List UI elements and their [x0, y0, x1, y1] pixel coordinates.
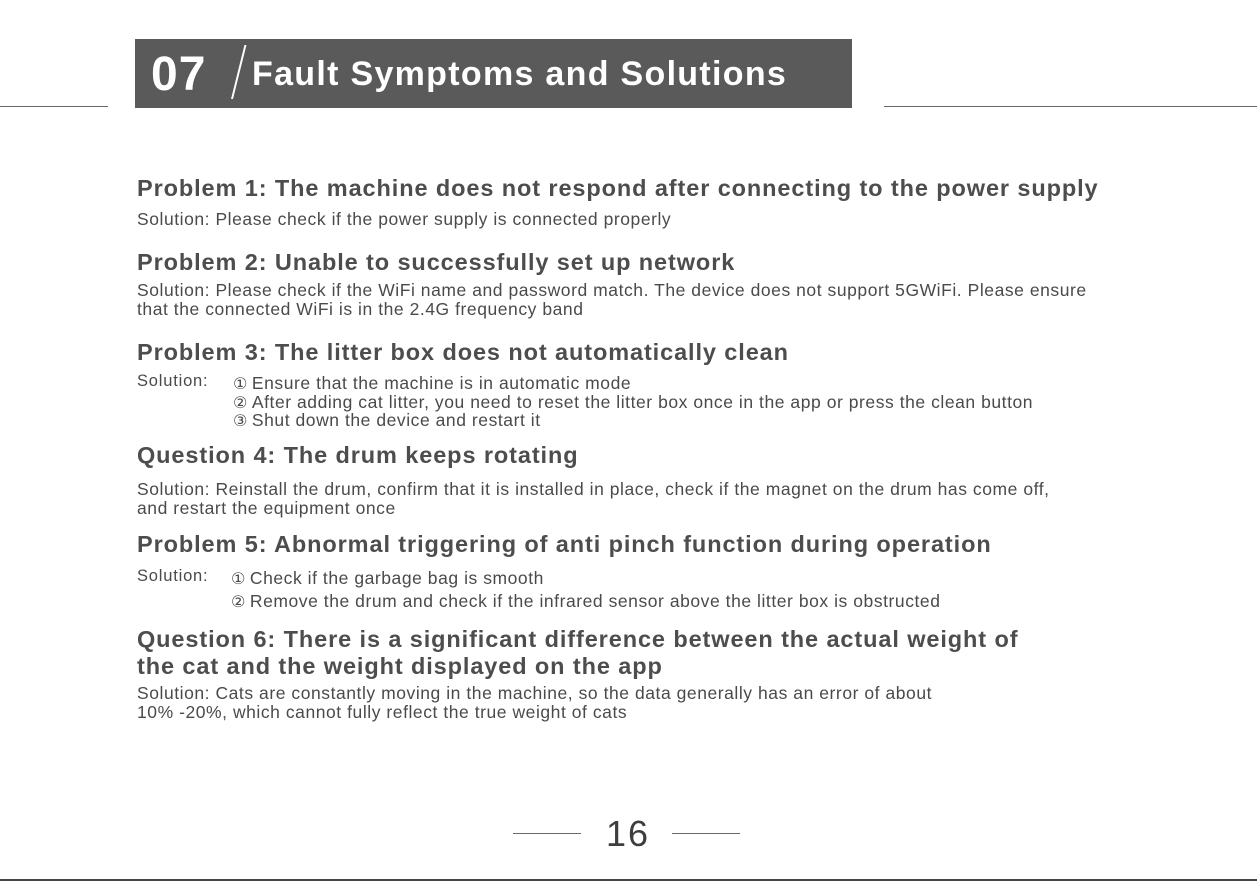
step-marker: ①	[233, 376, 248, 393]
step-text: Ensure that the machine is in automatic mode	[251, 373, 632, 393]
question-4-title: Question 4: The drum keeps rotating	[137, 442, 579, 468]
section-number: 07	[151, 48, 207, 101]
problem-2-title: Problem 2: Unable to successfully set up network	[137, 249, 736, 275]
section-header	[135, 39, 852, 108]
step-marker: ②	[231, 594, 246, 611]
header-rule-left	[0, 106, 108, 107]
problem-3-step-1	[233, 374, 631, 394]
step-marker: ②	[233, 395, 248, 412]
problem-3-step-3	[233, 411, 541, 431]
step-text: Shut down the device and restart it	[251, 410, 541, 430]
page-number: 16	[605, 813, 651, 854]
problem-2-solution-line-1: Solution: Please check if the WiFi name and password match. The device does not support 5GWiFi. Please ensure	[137, 280, 1087, 300]
section-title: Fault Symptoms and Solutions	[252, 55, 788, 93]
problem-3-title: Problem 3: The litter box does not automatically clean	[137, 339, 789, 365]
problem-2-solution-line-2: that the connected WiFi is in the 2.4G frequency band	[137, 299, 584, 319]
page-rule-left	[513, 833, 581, 834]
problem-5-step-2	[231, 592, 940, 612]
question-4-solution-line-1: Solution: Reinstall the drum, confirm that it is installed in place, check if the magnet on the drum has come off,	[137, 479, 1050, 499]
problem-5-step-1	[231, 569, 544, 589]
question-6-solution-line-1: Solution: Cats are constantly moving in the machine, so the data generally has an error of about	[137, 683, 933, 703]
question-6-title-line-1: Question 6: There is a significant difference between the actual weight of	[137, 626, 1019, 652]
question-6-solution-line-2: 10% -20%, which cannot fully reflect the true weight of cats	[137, 702, 628, 722]
slash-divider	[231, 45, 246, 99]
page-rule-right	[672, 833, 740, 834]
problem-1-solution: Solution: Please check if the power supply is connected properly	[137, 209, 672, 229]
problem-3-solution-label: Solution:	[137, 372, 209, 390]
problem-5-title: Problem 5: Abnormal triggering of anti pinch function during operation	[137, 531, 992, 557]
question-6-title-line-2: the cat and the weight displayed on the app	[137, 653, 663, 679]
problem-5-solution-label: Solution:	[137, 567, 209, 585]
step-text: After adding cat litter, you need to reset the litter box once in the app or press the clean button	[251, 392, 1034, 412]
step-marker: ①	[231, 571, 246, 588]
problem-1-title: Problem 1: The machine does not respond after connecting to the power supply	[137, 175, 1099, 201]
question-4-solution-line-2: and restart the equipment once	[137, 498, 396, 518]
step-text: Remove the drum and check if the infrared sensor above the litter box is obstructed	[249, 591, 941, 611]
header-rule-right	[884, 106, 1257, 107]
step-marker: ③	[233, 413, 248, 430]
step-text: Check if the garbage bag is smooth	[249, 568, 544, 588]
